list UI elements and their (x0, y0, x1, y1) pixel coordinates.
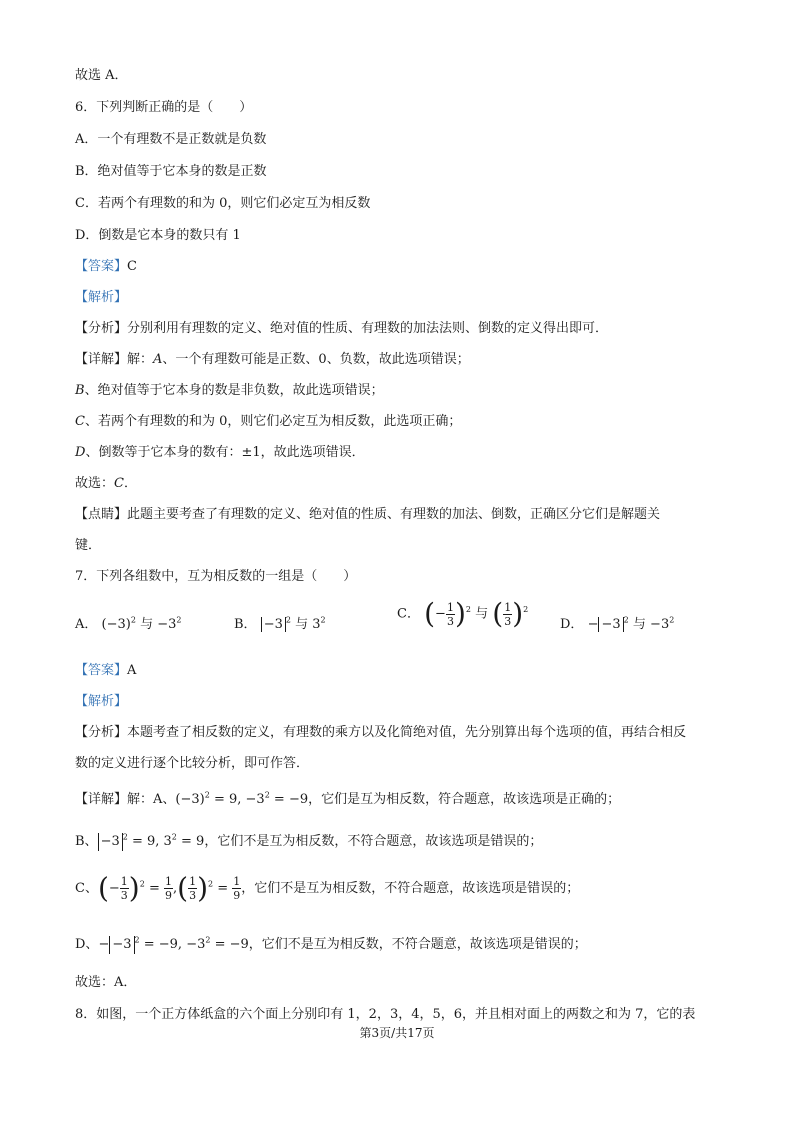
q7-answer: 【答案】A (75, 663, 137, 678)
q6-analysis-tag: 【解析】 (75, 290, 128, 305)
q7-option-a: A． $(-3)^2$ 与 $-3^2$ (75, 615, 182, 632)
q7-option-c: C． (− $\frac{1}{3}$ )$^2$ 与 ( $\frac{1}{3}$ )$^2$ (397, 597, 529, 630)
q7-option-d: D． − −3 $^2$ 与 $-3^2$ (560, 615, 675, 632)
line-previous-answer: 故选 A． (75, 68, 128, 83)
q6-option-a: A．一个有理数不是正数就是负数 (75, 132, 267, 147)
q7-analysis: 【分析】本题考查了相反数的定义，有理数的乘方以及化简绝对值，先分别算出每个选项的值，再结合相反 (75, 725, 687, 740)
q6-detail-d: D、倒数等于它本身的数有：±1，故此选项错误． (75, 445, 365, 460)
q6-option-d: D．倒数是它本身的数只有 1 (75, 228, 241, 243)
q6-detail-a: 【详解】解：A、一个有理数可能是正数、0、负数，故此选项错误； (75, 352, 470, 367)
q7-detail-b: B、 −3 $^2$ = 9, $3^2 = 9$，它们不是互为相反数，不符合题意，故该选项是错误的； (75, 832, 543, 849)
q6-option-c: C．若两个有理数的和为 0，则它们必定互为相反数 (75, 196, 371, 211)
q7-analysis-cont: 数的定义进行逐个比较分析，即可作答． (75, 756, 310, 771)
answer-tag: 【答案】 (75, 259, 128, 274)
q7-choice: 故选：A． (75, 975, 137, 990)
q6-choice: 故选：C． (75, 476, 137, 491)
q7-detail-c: C、(− $\frac{1}{3}$ )$^2$ = $\frac{1}{9}$ ,( $\frac{1}{3}$ )$^2$ = $\frac{1}{9}$ ，它们不是互为相反数，不符合题意，故该选项是错误的； (75, 871, 580, 905)
question-7: 7．下列各组数中，互为相反数的一组是（ ） (75, 569, 357, 584)
q6-comment-cont: 键． (75, 538, 102, 553)
q6-comment: 【点睛】此题主要考查了有理数的定义、绝对值的性质、有理数的加法、倒数，正确区分它们是解题关 (75, 507, 661, 522)
question-6: 6．下列判断正确的是（ ） (75, 100, 253, 115)
page-footer: 第3页/共17页 (359, 1026, 435, 1040)
q7-detail-a: 【详解】解：A、$(-3)^2 = 9$, $-3^2 = -9$，它们是互为相反数，符合题意，故该选项是正确的； (75, 790, 621, 807)
q6-detail-c: C、若两个有理数的和为 0，则它们必定互为相反数，此选项正确； (75, 414, 462, 429)
q7-analysis-tag: 【解析】 (75, 694, 128, 709)
q6-answer: 【答案】C (75, 259, 137, 274)
q6-option-b: B．绝对值等于它本身的数是正数 (75, 164, 267, 179)
q6-detail-b: B、绝对值等于它本身的数是非负数，故此选项错误； (75, 383, 384, 398)
q7-detail-d: D、− −3 $^2$ = −9, $-3^2 = -9$，它们不是互为相反数，不符合题意，故该选项是错误的； (75, 935, 587, 952)
q7-option-b: B． −3 $^2$ 与 $3^2$ (234, 615, 326, 632)
question-8: 8．如图，一个正方体纸盒的六个面上分别印有 1，2，3，4，5，6，并且相对面上的两数之和为 7，它的表 (75, 1007, 696, 1022)
q6-analysis: 【分析】分别利用有理数的定义、绝对值的性质、有理数的加法法则、倒数的定义得出即可． (75, 321, 609, 336)
